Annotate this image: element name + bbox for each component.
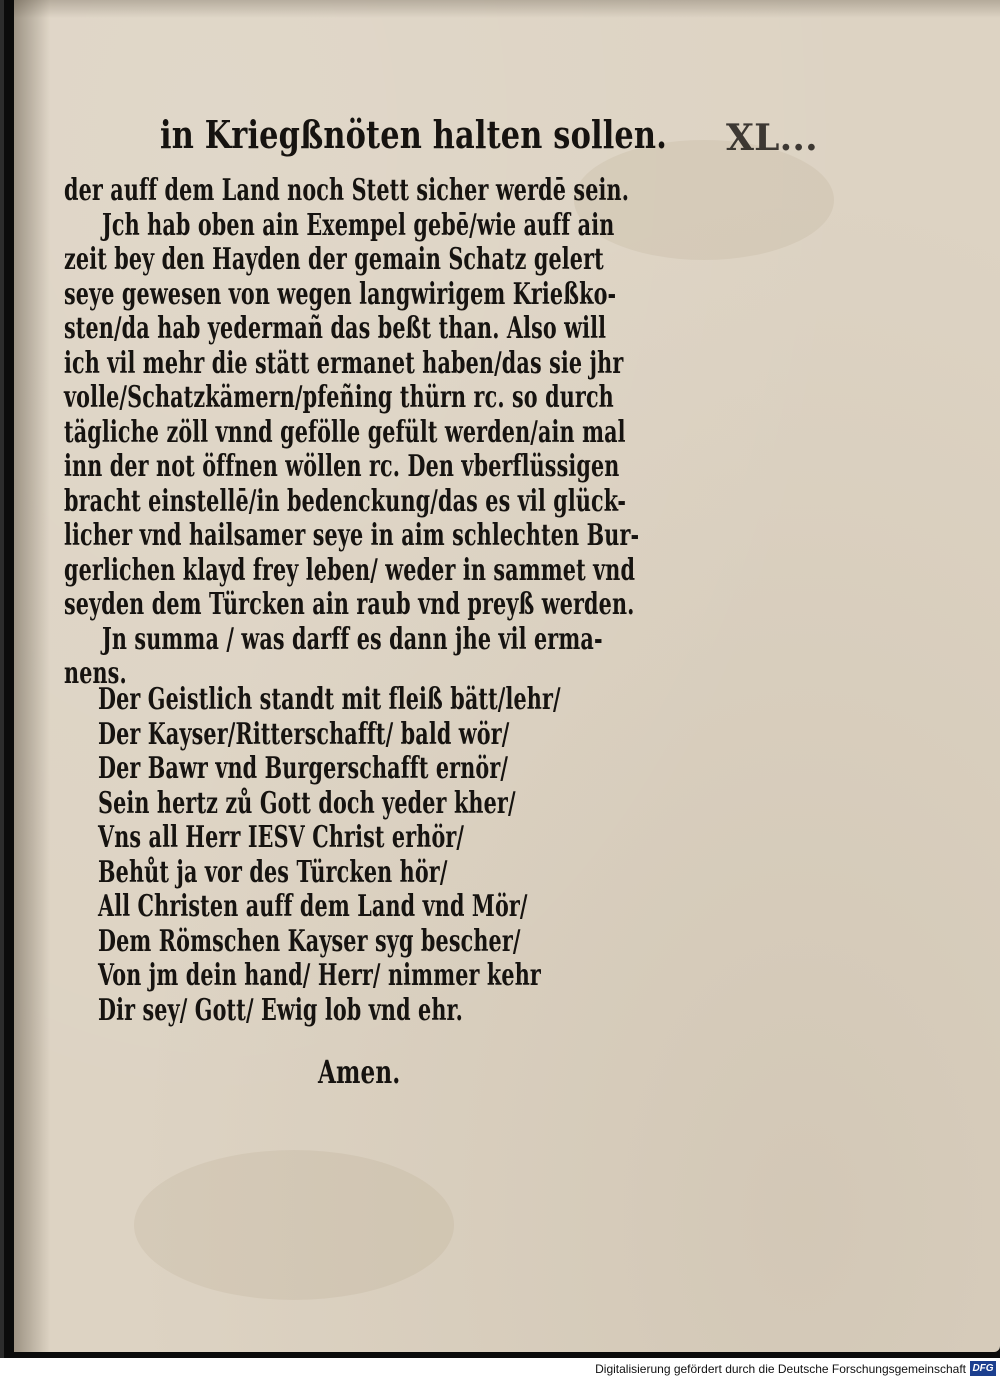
verse-line: Von jm dein hand/ Herr/ nimmer kehr [98, 958, 541, 993]
top-edge-shadow [14, 0, 1000, 18]
text-line: tägliche zöll vnnd gefölle gefült werden/ain mal [64, 414, 626, 450]
text-line: ich vil mehr die stätt ermanet haben/das sie jhr [64, 345, 624, 381]
running-head: in Kriegßnöten halten sollen. [160, 112, 667, 157]
text-line: bracht einstellē/in bedenckung/das es vil glück- [64, 483, 627, 519]
verse-line: Der Geistlich standt mit fleiß bätt/lehr/ [98, 682, 561, 717]
book-page [14, 0, 1000, 1352]
text-line: volle/Schatzkämern/pfeñing thürn rc. so durch [64, 380, 614, 415]
text-line: der auff dem Land noch Stett sicher werdē sein. [64, 173, 630, 208]
verse-line: Dem Römschen Kayser syg bescher/ [98, 923, 521, 959]
text-line: nens. [64, 656, 127, 691]
scan-left-edge [0, 0, 4, 1358]
verse-line: Der Kayser/Ritterschafft/ bald wör/ [98, 716, 510, 752]
text-line: seyden dem Türcken ain raub vnd preyß werden. [64, 587, 635, 622]
verse-line: Vns all Herr IESV Christ erhör/ [98, 820, 465, 855]
prose-block [64, 174, 824, 692]
closing-amen: Amen. [318, 1053, 401, 1091]
text-line: Jch hab oben ain Exempel gebē/wie auff ain [101, 207, 615, 243]
footer-bar [0, 1358, 1000, 1380]
verse-line: Der Bawr vnd Burgerschafft ernör/ [98, 751, 509, 786]
folio-number: XL... [726, 117, 818, 159]
gutter-shadow [14, 0, 50, 1352]
verse-block [98, 683, 798, 1028]
dfg-logo-icon: DFG [970, 1361, 996, 1376]
text-line: gerlichen klayd frey leben/ weder in sammet vnd [64, 552, 636, 588]
verse-line: Dir sey/ Gott/ Ewig lob vnd ehr. [98, 992, 464, 1028]
text-line: zeit bey den Hayden der gemain Schatz gelert [64, 242, 604, 277]
text-line: licher vnd hailsamer seye in aim schlechten Bur- [64, 518, 640, 553]
text-line: Jn summa / was darff es dann jhe vil erma- [101, 621, 603, 657]
text-line: inn der not öffnen wöllen rc. Den vberflüssigen [64, 449, 620, 484]
verse-line: Behůt ja vor des Türcken hör/ [98, 854, 448, 890]
paper-stain [134, 1150, 454, 1300]
verse-line: All Christen auff dem Land vnd Mör/ [98, 889, 528, 924]
text-line: sten/da hab yedermañ das beßt than. Also will [64, 311, 607, 346]
verse-line: Sein hertz zů Gott doch yeder kher/ [98, 785, 516, 821]
text-line: seye gewesen von wegen langwirigem Krießko- [64, 276, 617, 312]
funding-credit: Digitalisierung gefördert durch die Deutsche Forschungsgemeinschaft [595, 1362, 966, 1376]
